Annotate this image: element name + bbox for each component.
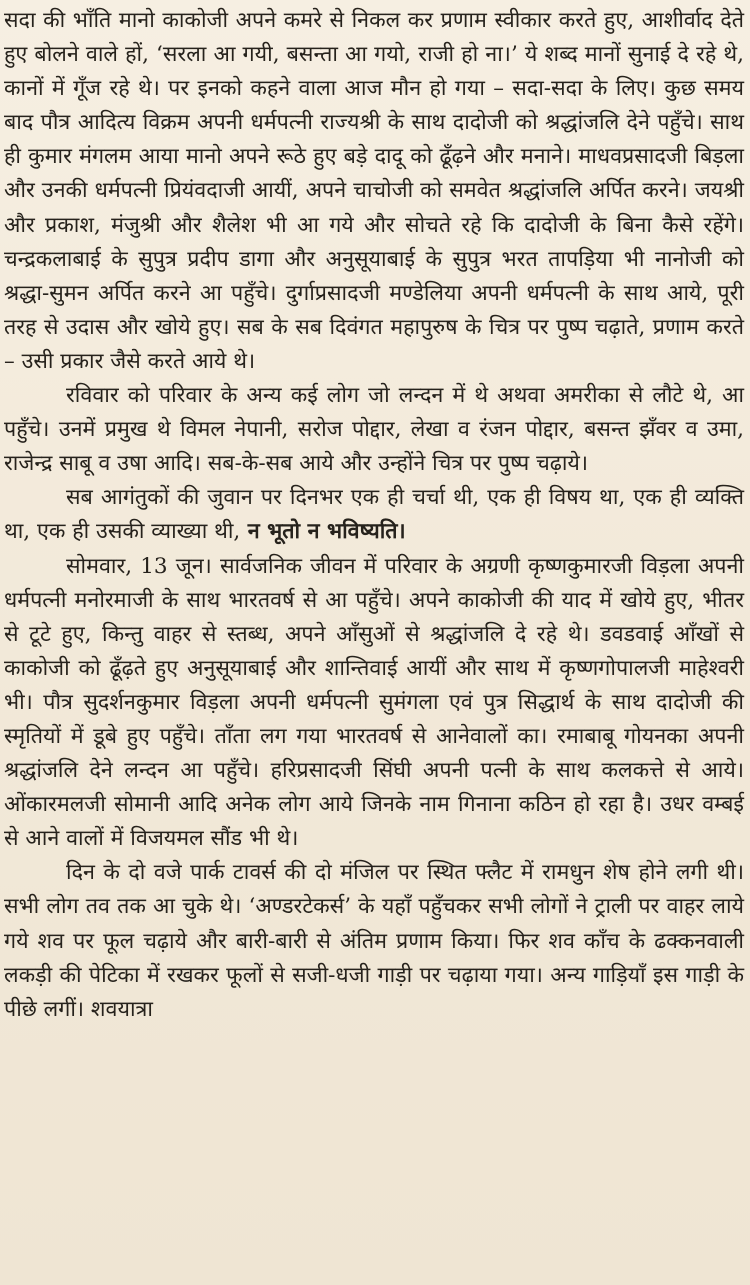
paragraph-3-text: सब आगंतुकों की जुवान पर दिनभर एक ही चर्चा थी, एक ही विषय था, एक ही व्यक्ति था, एक ही उसकी व्याख्या थी, [4,485,744,545]
paragraph-2 [4,379,744,481]
paragraph-1-text: सदा की भाँति मानो काकोजी अपने कमरे से निकल कर प्रणाम स्वीकार करते हुए, आशीर्वाद देते हुए बोलने वाले हों, ‘सरला आ गयी, बसन्ता आ गयो, राजी हो ना।’ ये शब्द मानों सुनाई दे रहे थे, कानों में गूँज रहे थे। पर इनको कहने वाला आज मौन हो गया – सदा-सदा के लिए। कुछ समय बाद पौत्र आदित्य विक्रम अपनी धर्मपत्नी राज्यश्री के साथ दादोजी को श्रद्धांजलि देने पहुँचे। साथ ही कुमार मंगलम आया मानो अपने रूठे हुए बड़े दादू को ढूँढ़ने और मनाने। माधवप्रसादजी बिड़ला और उनकी धर्मपत्नी प्रियंवदाजी आयीं, अपने चाचोजी को समवेत श्रद्धांजलि अर्पित करने। जयश्री और प्रकाश, मंजुश्री और शैलेश भी आ गये और सोचते रहे कि दादोजी के बिना कैसे रहेंगे। चन्द्रकलाबाई के सुपुत्र प्रदीप डागा और अनुसूयाबाई के सुपुत्र भरत तापड़िया भी नानोजी को श्रद्धा-सुमन अर्पित करने आ पहुँचे। दुर्गाप्रसादजी मण्डेलिया अपनी धर्मपत्नी के साथ आये, पूरी तरह से उदास और खोये हुए। सब के सब दिवंगत महापुरुष के चित्र पर पुष्प चढ़ाते, प्रणाम करते – उसी प्रकार जैसे करते आये थे। [4,8,744,374]
paragraph-1 [4,4,744,379]
paragraph-2-text: रविवार को परिवार के अन्य कई लोग जो लन्दन में थे अथवा अमरीका से लौटे थे, आ पहुँचे। उनमें प्रमुख थे विमल नेपानी, सरोज पोद्दार, लेखा व रंजन पोद्दार, बसन्त झँवर व उमा, राजेन्द्र साबू व उषा आदि। सब-के-सब आये और उन्होंने चित्र पर पुष्प चढ़ाये। [4,383,744,477]
paragraph-4-text: सोमवार, 13 जून। सार्वजनिक जीवन में परिवार के अग्रणी कृष्णकुमारजी विड़ला अपनी धर्मपत्नी मनोरमाजी के साथ भारतवर्ष से आ पहुँचे। अपने काकोजी की याद में खोये हुए, भीतर से टूटे हुए, किन्तु वाहर से स्तब्ध, अपने आँसुओं से श्रद्धांजलि दे रहे थे। डवडवाई आँखों से काकोजी को ढूँढ़ते हुए अनुसूयाबाई और शान्तिवाई आयीं और साथ में कृष्णगोपालजी माहेश्वरी भी। पौत्र सुदर्शनकुमार विड़ला अपनी धर्मपत्नी सुमंगला एवं पुत्र सिद्धार्थ के साथ दादोजी की स्मृतियों में डूबे हुए पहुँचे। ताँता लग गया भारतवर्ष से आनेवालों का। रमाबाबू गोयनका अपनी श्रद्धांजलि देने लन्दन आ पहुँचे। हरिप्रसादजी सिंघी अपनी पत्नी के साथ कलकत्ते से आये। ओंकारमलजी सोमानी आदि अनेक लोग आये जिनके नाम गिनाना कठिन हो रहा है। उधर वम्बई से आने वालों में विजयमल सौंड भी थे। [4,553,744,852]
paragraph-5-text: दिन के दो वजे पार्क टावर्स की दो मंजिल पर स्थित फ्लैट में रामधुन शेष होने लगी थी। सभी लोग तव तक आ चुके थे। ‘अण्डरटेकर्स’ के यहाँ पहुँचकर सभी लोगों ने ट्राली पर वाहर लाये गये शव पर फूल चढ़ाये और बारी-बारी से अंतिम प्रणाम किया। फिर शव काँच के ढक्कनवाली लकड़ी की पेटिका में रखकर फूलों से सजी-धजी गाड़ी पर चढ़ाया गया। अन्य गाड़ियाँ इस गाड़ी के पीछे लगीं। शवयात्रा [4,860,744,1022]
paragraph-5 [4,856,744,1026]
paragraph-3-bold-phrase: न भूतो न भविष्यति। [240,519,406,545]
page-body-text [4,4,744,1027]
paragraph-3 [4,481,744,549]
paragraph-4 [4,550,744,857]
